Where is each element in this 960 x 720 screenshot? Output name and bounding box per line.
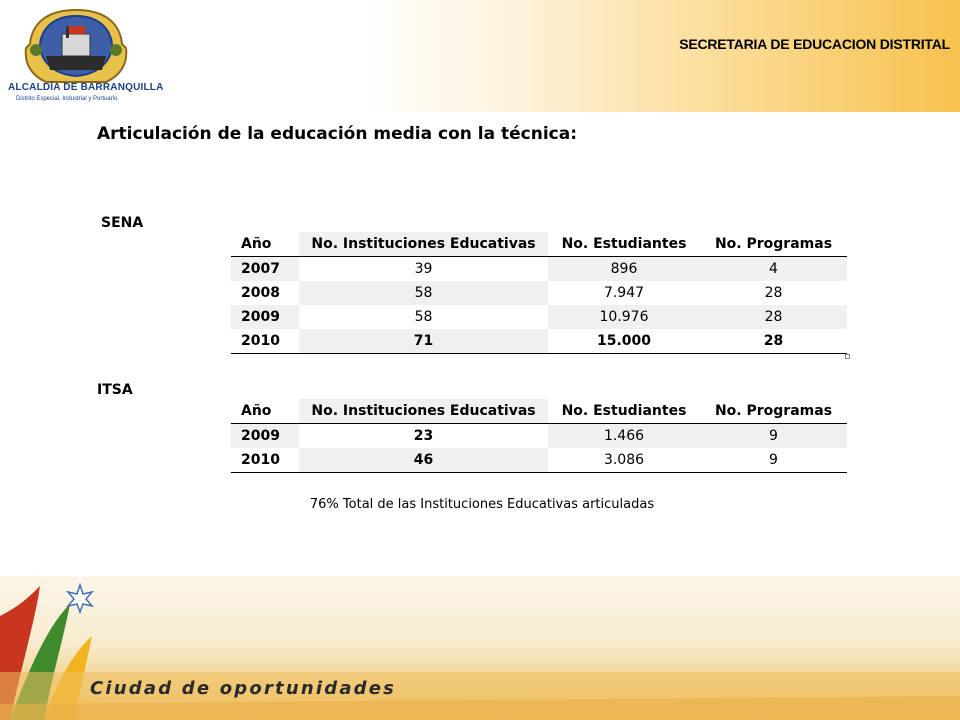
cell-programs: 28 — [700, 305, 847, 329]
cell-students: 896 — [548, 257, 700, 282]
cell-programs: 4 — [700, 257, 847, 282]
cell-institutions: 58 — [299, 281, 548, 305]
footnote — [0, 497, 960, 512]
column-header-students: No. Estudiantes — [548, 399, 700, 424]
column-header-students: No. Estudiantes — [548, 232, 700, 257]
cell-institutions: 71 — [299, 329, 548, 354]
column-header-programs: No. Programas — [700, 399, 847, 424]
table-row — [231, 281, 847, 305]
table-row — [231, 424, 847, 449]
cell-institutions: 46 — [299, 448, 548, 473]
sena-table — [231, 232, 847, 354]
logo-subtitle: Distrito Especial, Industrial y Portuario — [16, 96, 118, 102]
cell-programs: 9 — [700, 424, 847, 449]
column-header-programs: No. Programas — [700, 232, 847, 257]
table-row — [231, 329, 847, 354]
cell-students: 7.947 — [603, 285, 645, 301]
logo-name: ALCALDÍA DE BARRANQUILLA — [8, 82, 164, 93]
footnote-text: 76% Total de las Instituciones Educativas articuladas — [309, 497, 655, 512]
table-header-row — [231, 232, 847, 257]
cell-programs: 28 — [763, 333, 784, 349]
cell-year: 2009 — [231, 424, 299, 449]
column-header-institutions: No. Instituciones Educativas — [299, 399, 548, 424]
itsa-section-label: ITSA — [97, 382, 133, 398]
cell-institutions: 39 — [299, 257, 548, 282]
column-header-year: Año — [231, 399, 299, 424]
slogan: Ciudad de oportunidades — [90, 678, 397, 699]
itsa-table — [231, 399, 847, 473]
sena-section-label: SENA — [101, 215, 144, 231]
column-header-year: Año — [231, 232, 299, 257]
cell-institutions: 23 — [299, 424, 548, 449]
cell-students: 10.976 — [548, 305, 700, 329]
table-row — [231, 448, 847, 473]
cell-students: 3.086 — [603, 452, 645, 468]
cell-students: 15.000 — [596, 333, 652, 349]
table-row — [231, 305, 847, 329]
cell-year: 2010 — [241, 452, 280, 468]
table-row — [231, 257, 847, 282]
cell-year: 2010 — [241, 333, 280, 349]
cell-year: 2008 — [241, 285, 280, 301]
table-header-row — [231, 399, 847, 424]
cell-students: 1.466 — [548, 424, 700, 449]
cell-programs: 28 — [764, 285, 783, 301]
column-header-institutions: No. Instituciones Educativas — [299, 232, 548, 257]
cell-year: 2007 — [231, 257, 299, 282]
cell-institutions: 58 — [299, 305, 548, 329]
cell-year: 2009 — [231, 305, 299, 329]
org-title: SECRETARIA DE EDUCACION DISTRITAL — [679, 36, 950, 52]
page-title: Articulación de la educación media con la técnica: — [97, 124, 578, 144]
resize-handle[interactable] — [845, 354, 850, 359]
cell-programs: 9 — [769, 452, 778, 468]
star-icon — [68, 585, 92, 612]
